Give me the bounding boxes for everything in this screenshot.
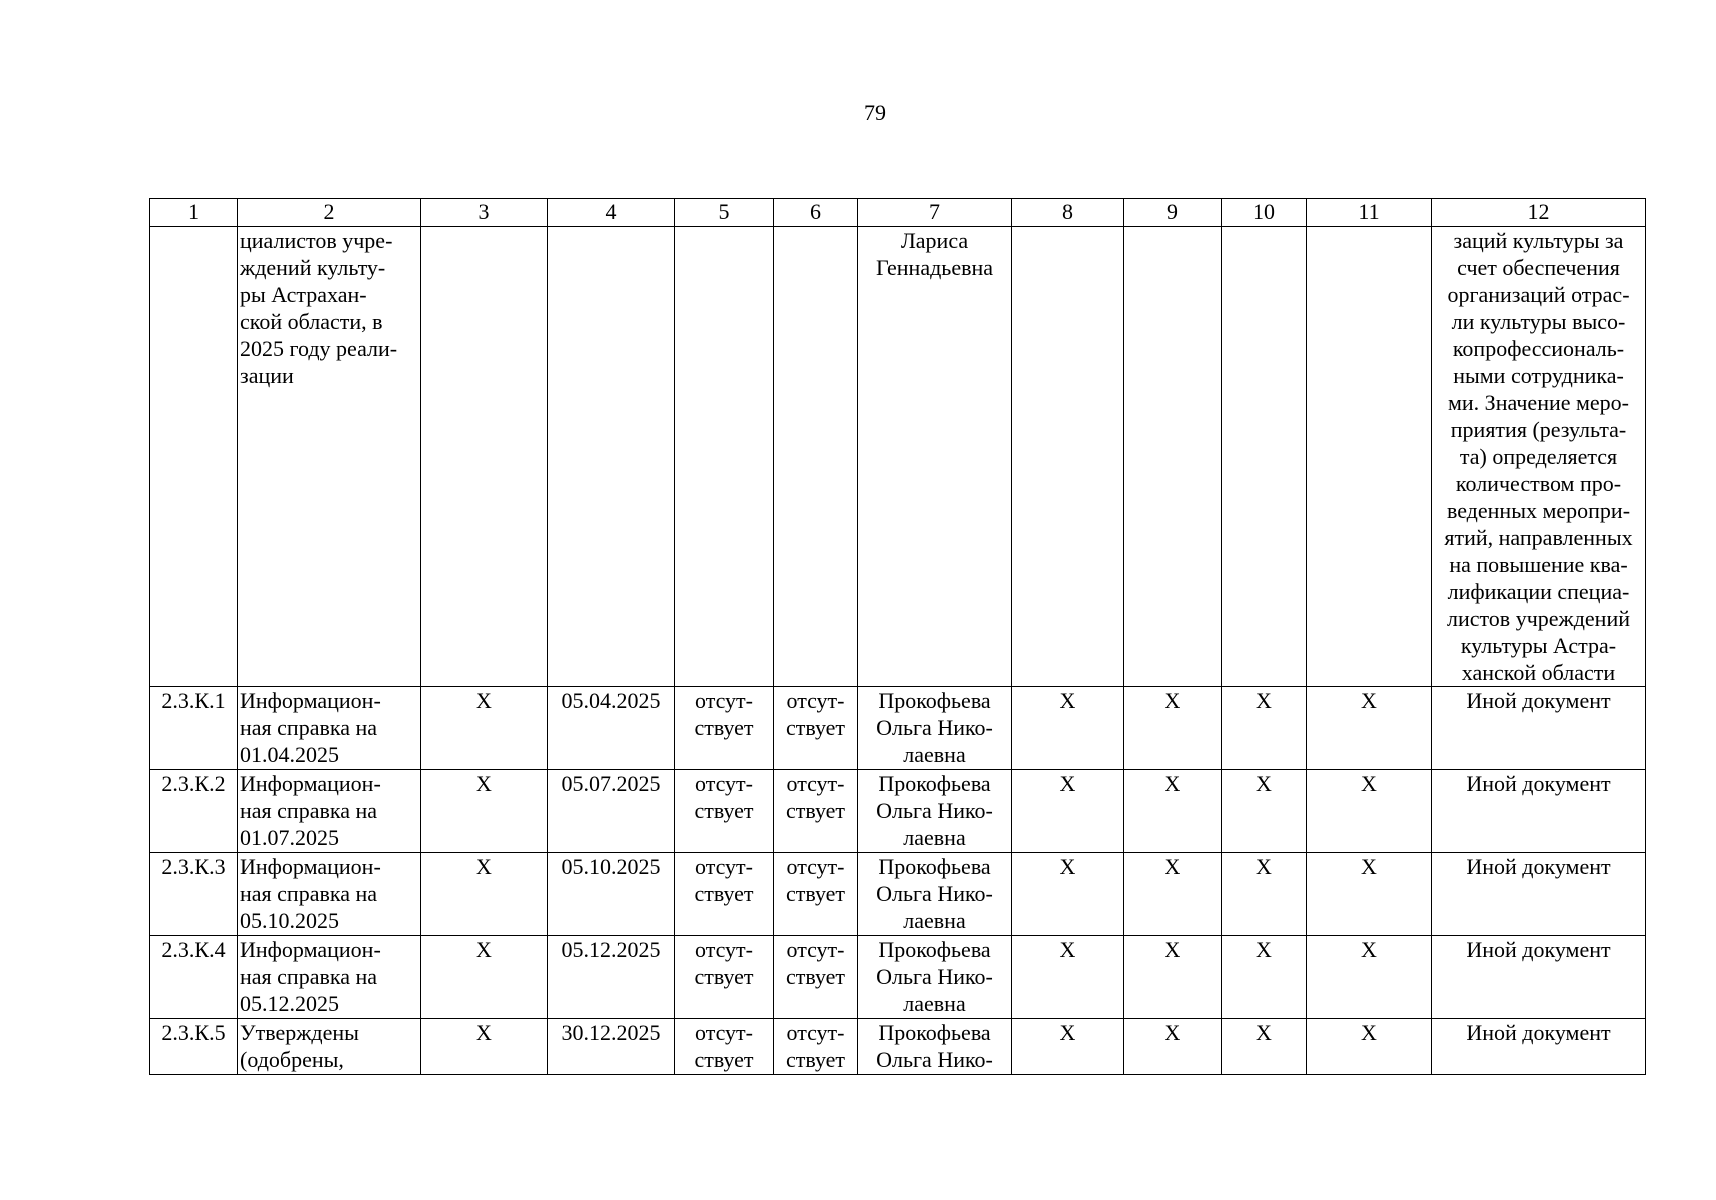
document-type-cell: Иной документ (1432, 687, 1646, 770)
table-cell (1222, 227, 1307, 687)
responsible-cell: Прокофьева Ольга Нико- лаевна (858, 936, 1012, 1019)
document-type-cell: Иной документ (1432, 936, 1646, 1019)
x-mark-cell: X (1222, 770, 1307, 853)
document-table (149, 198, 1646, 1075)
column-header: 4 (548, 199, 675, 227)
date-cell: 05.07.2025 (548, 770, 675, 853)
row-number-cell: 2.3.К.3 (150, 853, 238, 936)
x-mark-cell: X (421, 1019, 548, 1075)
row-number-cell: 2.3.К.1 (150, 687, 238, 770)
x-mark-cell: X (1124, 770, 1222, 853)
x-mark-cell: X (421, 853, 548, 936)
x-mark-cell: X (1012, 770, 1124, 853)
table-cell (1307, 227, 1432, 687)
document-type-cell: Иной документ (1432, 853, 1646, 936)
x-mark-cell: X (1307, 853, 1432, 936)
date-cell: 05.10.2025 (548, 853, 675, 936)
table-row (150, 770, 1646, 853)
table-cell: отсут- ствует (774, 936, 858, 1019)
continuation-row (150, 227, 1646, 687)
table-cell (1012, 227, 1124, 687)
table-cell (1124, 227, 1222, 687)
table-row (150, 853, 1646, 936)
table-cell (421, 227, 548, 687)
x-mark-cell: X (1307, 1019, 1432, 1075)
document-type-cell: Иной документ (1432, 1019, 1646, 1075)
table-cell: отсут- ствует (675, 687, 774, 770)
column-header: 5 (675, 199, 774, 227)
table-cell: отсут- ствует (675, 770, 774, 853)
x-mark-cell: X (1307, 936, 1432, 1019)
column-header: 3 (421, 199, 548, 227)
column-header: 12 (1432, 199, 1646, 227)
column-header: 7 (858, 199, 1012, 227)
x-mark-cell: X (1012, 687, 1124, 770)
x-mark-cell: X (421, 687, 548, 770)
date-cell: 05.12.2025 (548, 936, 675, 1019)
name-cell: Информацион- ная справка на 05.10.2025 (238, 853, 421, 936)
responsible-cell: Лариса Геннадьевна (858, 227, 1012, 687)
table-row (150, 936, 1646, 1019)
row-number-cell (150, 227, 238, 687)
x-mark-cell: X (1222, 687, 1307, 770)
x-mark-cell: X (1124, 853, 1222, 936)
x-mark-cell: X (1307, 770, 1432, 853)
name-cell: Утверждены (одобрены, (238, 1019, 421, 1075)
column-header: 1 (150, 199, 238, 227)
name-cell: циалистов учре- ждений культу- ры Астрахан- ской области, в 2025 году реали- зации (238, 227, 421, 687)
x-mark-cell: X (1307, 687, 1432, 770)
table-cell (675, 227, 774, 687)
x-mark-cell: X (421, 770, 548, 853)
x-mark-cell: X (1012, 853, 1124, 936)
table-cell: отсут- ствует (675, 853, 774, 936)
name-cell: Информацион- ная справка на 01.04.2025 (238, 687, 421, 770)
responsible-cell: Прокофьева Ольга Нико- лаевна (858, 687, 1012, 770)
x-mark-cell: X (1124, 687, 1222, 770)
row-number-cell: 2.3.К.5 (150, 1019, 238, 1075)
table-row (150, 687, 1646, 770)
table-cell: отсут- ствует (774, 770, 858, 853)
column-header: 10 (1222, 199, 1307, 227)
column-header: 9 (1124, 199, 1222, 227)
x-mark-cell: X (1012, 1019, 1124, 1075)
table-cell: отсут- ствует (774, 1019, 858, 1075)
document-type-cell: Иной документ (1432, 770, 1646, 853)
table-cell: отсут- ствует (675, 1019, 774, 1075)
x-mark-cell: X (1012, 936, 1124, 1019)
table-cell (548, 227, 675, 687)
x-mark-cell: X (1124, 1019, 1222, 1075)
responsible-cell: Прокофьева Ольга Нико- лаевна (858, 853, 1012, 936)
column-header: 11 (1307, 199, 1432, 227)
x-mark-cell: X (1222, 936, 1307, 1019)
table-cell: отсут- ствует (675, 936, 774, 1019)
description-cell: заций культуры за счет обеспечения организаций отрас- ли культуры высо- копрофессиональ- ными сотрудника- ми. Значение меро- приятия (результа- та) определяется количеством про- веденных меропри- ятий, направленных на повышение ква- лификации специа- листов учреждений культуры Астра- ханской области (1432, 227, 1646, 687)
x-mark-cell: X (421, 936, 548, 1019)
table-cell: отсут- ствует (774, 853, 858, 936)
column-header: 2 (238, 199, 421, 227)
x-mark-cell: X (1222, 853, 1307, 936)
column-header: 6 (774, 199, 858, 227)
row-number-cell: 2.3.К.4 (150, 936, 238, 1019)
date-cell: 30.12.2025 (548, 1019, 675, 1075)
row-number-cell: 2.3.К.2 (150, 770, 238, 853)
table-cell (774, 227, 858, 687)
responsible-cell: Прокофьева Ольга Нико- лаевна (858, 770, 1012, 853)
table-row (150, 1019, 1646, 1075)
name-cell: Информацион- ная справка на 05.12.2025 (238, 936, 421, 1019)
page-number: 79 (864, 100, 886, 125)
responsible-cell: Прокофьева Ольга Нико- (858, 1019, 1012, 1075)
x-mark-cell: X (1124, 936, 1222, 1019)
table-cell: отсут- ствует (774, 687, 858, 770)
x-mark-cell: X (1222, 1019, 1307, 1075)
name-cell: Информацион- ная справка на 01.07.2025 (238, 770, 421, 853)
header-row (150, 199, 1646, 227)
column-header: 8 (1012, 199, 1124, 227)
date-cell: 05.04.2025 (548, 687, 675, 770)
